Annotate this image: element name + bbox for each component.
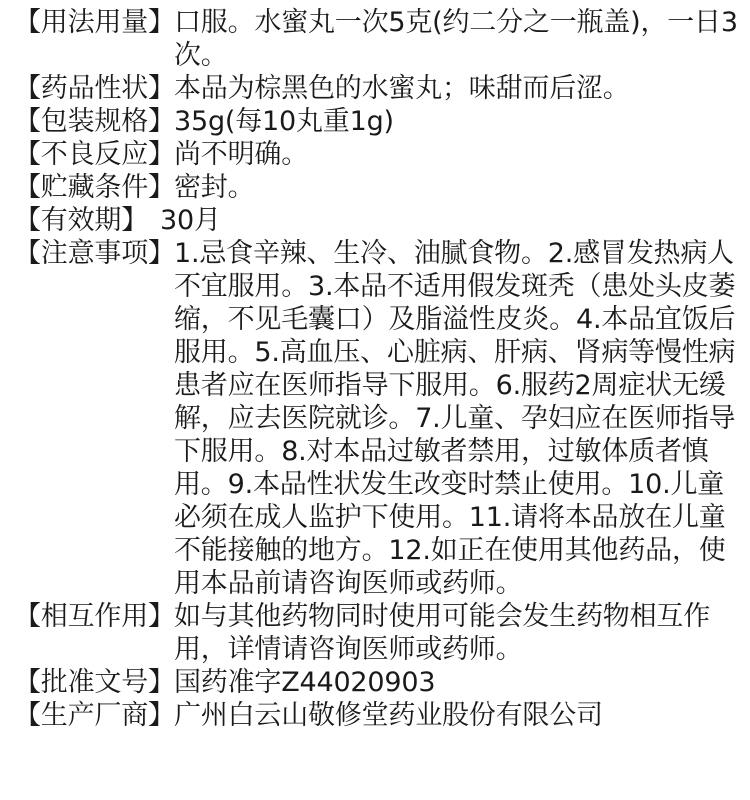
interactions-value: 如与其他药物同时使用可能会发生药物相互作用，详情请咨询医师或药师。 bbox=[174, 601, 710, 665]
storage-row bbox=[14, 171, 744, 204]
approval-number-row bbox=[14, 666, 744, 699]
precautions-value: 1.忌食辛辣、生冷、油腻食物。2.感冒发热病人不宜服用。3.本品不适用假发斑秃（患处头皮萎缩，不见毛囊口）及脂溢性皮炎。4.本品宜饭后服用。5.高血压、心脏病、肝病、肾病等慢性病患者应在医师指导下服用。6.服药2周症状无缓解，应去医院就诊。7.儿童、孕妇应在医师指导下服用。8.对本品过敏者禁用，过敏体质者慎用。9.本品性状发生改变时禁止使用。10.儿童必须在成人监护下使用。11.请将本品放在儿童不能接触的地方。12.如正在使用其他药品，使用本品前请咨询医师或药师。 bbox=[174, 238, 736, 599]
adverse-reaction-label: 【不良反应】 bbox=[14, 139, 175, 170]
interactions-label: 【相互作用】 bbox=[14, 601, 175, 632]
manufacturer-value: 广州白云山敬修堂药业股份有限公司 bbox=[174, 700, 603, 731]
expiry-label: 【有效期】 bbox=[14, 205, 148, 236]
manufacturer-label: 【生产厂商】 bbox=[14, 700, 175, 731]
precautions-row bbox=[14, 237, 744, 600]
interactions-row bbox=[14, 600, 744, 666]
appearance-value: 本品为棕黑色的水蜜丸；味甜而后涩。 bbox=[174, 73, 630, 104]
storage-value: 密封。 bbox=[174, 172, 255, 203]
package-spec-label: 【包装规格】 bbox=[14, 106, 175, 137]
adverse-reaction-value: 尚不明确。 bbox=[174, 139, 308, 170]
usage-dosage-label: 【用法用量】 bbox=[14, 7, 175, 38]
drug-info-document bbox=[14, 0, 744, 732]
usage-dosage-value: 口服。水蜜丸一次5克(约二分之一瓶盖)，一日3次。 bbox=[174, 7, 738, 71]
expiry-row bbox=[14, 204, 744, 237]
precautions-label: 【注意事项】 bbox=[14, 238, 175, 269]
appearance-label: 【药品性状】 bbox=[14, 73, 175, 104]
appearance-row bbox=[14, 72, 744, 105]
usage-dosage-row bbox=[14, 6, 744, 72]
storage-label: 【贮藏条件】 bbox=[14, 172, 175, 203]
approval-number-label: 【批准文号】 bbox=[14, 667, 175, 698]
manufacturer-row bbox=[14, 699, 744, 732]
adverse-reaction-row bbox=[14, 138, 744, 171]
approval-number-value: 国药准字Z44020903 bbox=[174, 667, 436, 698]
package-spec-row bbox=[14, 105, 744, 138]
expiry-value: 30月 bbox=[160, 205, 221, 236]
package-spec-value: 35g(每10丸重1g) bbox=[174, 106, 394, 137]
